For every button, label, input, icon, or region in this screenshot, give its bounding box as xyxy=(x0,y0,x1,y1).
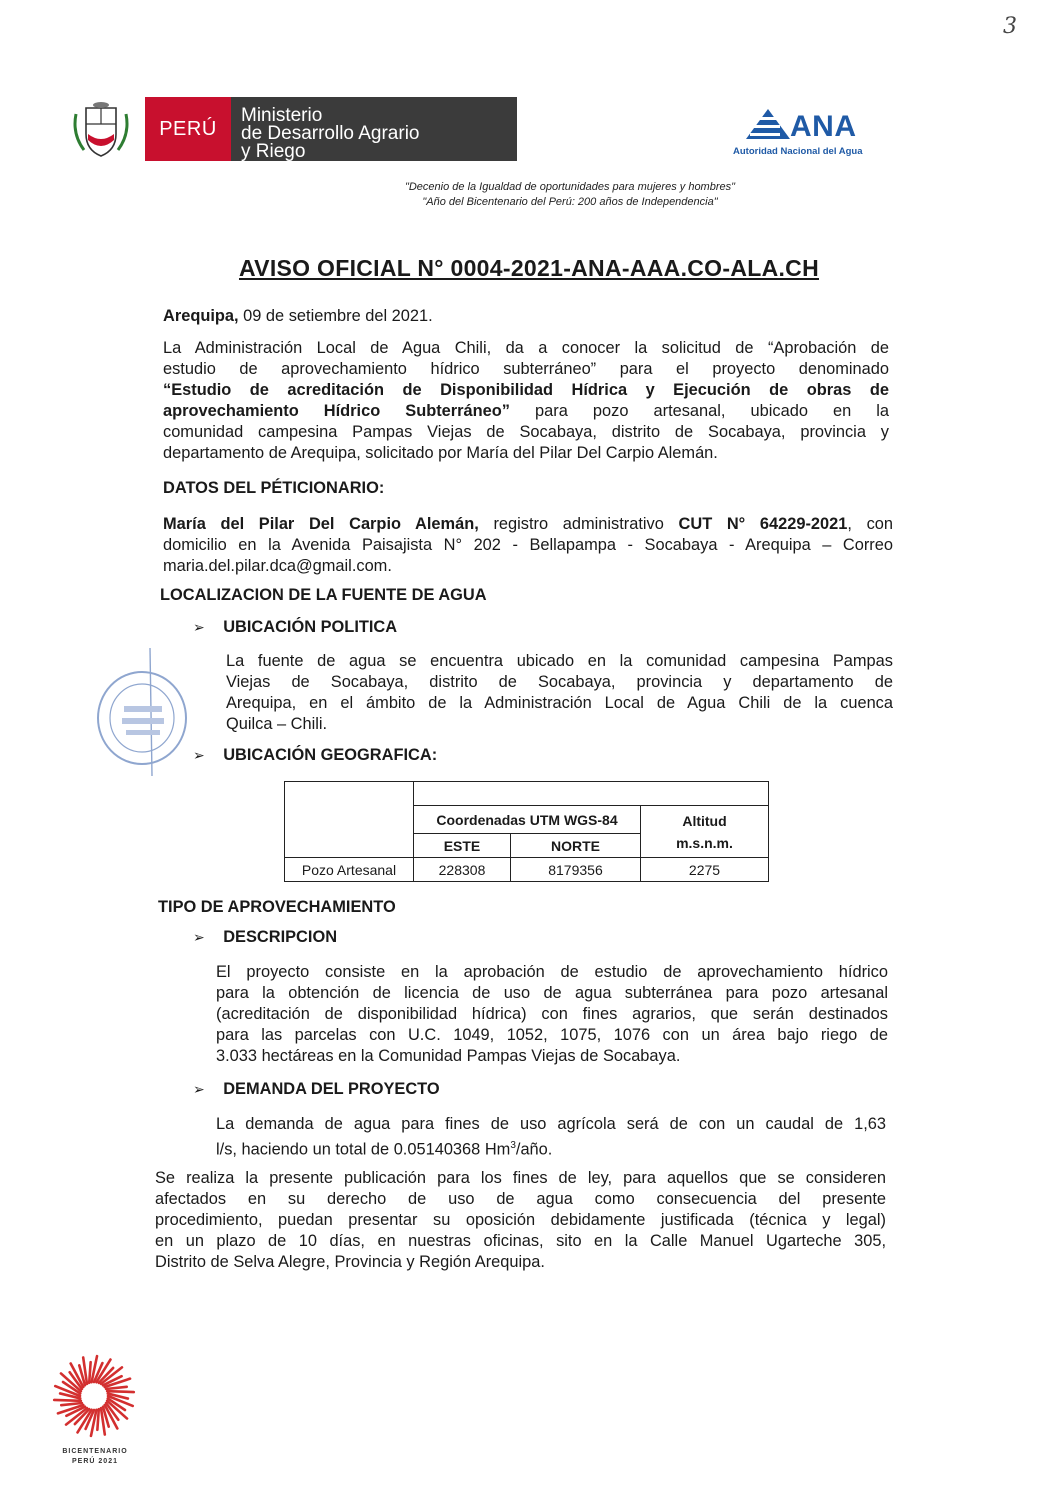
arrow-bullet-icon: ➢ xyxy=(193,747,205,763)
ana-logo-subtitle: Autoridad Nacional del Agua xyxy=(733,146,863,157)
coordinates-table xyxy=(284,781,769,882)
ministry-label-box xyxy=(231,97,517,161)
motto-line-2: "Año del Bicentenario del Perú: 200 años de Independencia" xyxy=(422,196,718,208)
petitioner-line xyxy=(163,514,893,535)
date-line xyxy=(163,306,433,327)
intro-line: “Estudio de acreditación de Disponibilidad Hídrica y Ejecución de obras de xyxy=(163,381,889,399)
description-line: para la obtención de licencia de uso de agua subterránea para pozo artesanal xyxy=(216,984,888,1002)
table-row xyxy=(285,858,769,882)
demand-line-part-b: /año. xyxy=(515,1140,553,1159)
intro-line-rest: para pozo artesanal, ubicado en la xyxy=(510,402,890,420)
peru-label-box: PERÚ xyxy=(145,97,231,161)
logo-ray xyxy=(61,1403,82,1405)
demand-line-part-a: l/s, haciendo un total de 0.05140368 Hm xyxy=(216,1140,511,1159)
demand-heading-row xyxy=(193,1080,440,1099)
logo-ray xyxy=(54,1400,81,1401)
intro-line xyxy=(163,401,889,422)
description-line: El proyecto consiste en la aprobación de estudio de aprovechamiento hídrico xyxy=(216,963,888,981)
closing-line: Distrito de Selva Alegre, Provincia y Región Arequipa. xyxy=(155,1253,545,1271)
logo-ray xyxy=(106,1387,127,1389)
arrow-bullet-icon: ➢ xyxy=(193,929,205,945)
description-heading: DESCRIPCION xyxy=(223,928,338,946)
intro-line: departamento de Arequipa, solicitado por María del Pilar Del Carpio Alemán. xyxy=(163,444,718,462)
description-line: (acreditación de disponibilidad hídrica) con fines agrarios, que serán destinados xyxy=(216,1005,888,1023)
petitioner-paragraph xyxy=(163,514,893,577)
norte-header: NORTE xyxy=(511,834,641,858)
este-value: 228308 xyxy=(414,858,511,882)
demand-heading: DEMANDA DEL PROYECTO xyxy=(223,1080,440,1098)
petitioner-email: maria.del.pilar.dca@gmail.com. xyxy=(163,557,392,575)
closing-line: procedimiento, puedan presentar su oposición debidamente justificada (técnica y legal) xyxy=(155,1211,886,1229)
description-heading-row xyxy=(193,928,337,947)
description-line: para las parcelas con U.C. 1049, 1052, 1075, 1076 con un área bajo riego de xyxy=(216,1026,888,1044)
altitude-header xyxy=(641,806,769,858)
ministry-line-1: Ministerio xyxy=(241,105,323,126)
use-type-heading: TIPO DE APROVECHAMIENTO xyxy=(158,898,396,916)
motto-line-1: "Decenio de la Igualdad de oportunidades para mujeres y hombres" xyxy=(404,181,736,193)
political-paragraph xyxy=(226,651,893,735)
altitude-value: 2275 xyxy=(641,858,769,882)
arrow-bullet-icon: ➢ xyxy=(193,619,205,635)
altitude-header-line-1: Altitud xyxy=(682,812,727,829)
political-line: La fuente de agua se encuentra ubicado en la comunidad campesina Pampas xyxy=(226,652,893,670)
table-spacer-row xyxy=(285,782,769,806)
ministry-line-2: de Desarrollo Agrario xyxy=(241,123,420,144)
location-heading: LOCALIZACION DE LA FUENTE DE AGUA xyxy=(160,586,487,604)
peru-coat-of-arms-icon xyxy=(70,100,132,162)
petitioner-after-cut: , con xyxy=(847,515,893,533)
table-corner-cell xyxy=(285,782,414,858)
intro-line: estudio de aprovechamiento hídrico subterráneo” para el proyecto denominado xyxy=(163,360,889,378)
logo-ray xyxy=(107,1391,134,1392)
demand-paragraph xyxy=(216,1114,886,1160)
description-line: 3.033 hectáreas en la Comunidad Pampas Viejas de Socabaya. xyxy=(216,1047,681,1065)
intro-line: La Administración Local de Agua Chili, da a conocer la solicitud de “Aprobación de xyxy=(163,339,889,357)
closing-line: en un plazo de 10 días, en nuestras oficinas, sito en la Calle Manuel Ugarteche 305, xyxy=(155,1232,886,1250)
date-city: Arequipa, xyxy=(163,307,239,325)
closing-line: Se realiza la presente publicación para los fines de ley, para aquellos que se consideren xyxy=(155,1169,886,1187)
geo-heading: UBICACIÓN GEOGRAFICA: xyxy=(223,746,438,764)
page-number: 3 xyxy=(1003,14,1017,39)
coords-header: Coordenadas UTM WGS-84 xyxy=(414,806,641,834)
political-heading-row xyxy=(193,618,397,637)
intro-paragraph xyxy=(163,338,889,464)
date-rest: 09 de setiembre del 2021. xyxy=(238,307,433,325)
logo-ray xyxy=(97,1409,98,1430)
row-label: Pozo Artesanal xyxy=(285,858,414,882)
arrow-bullet-icon: ➢ xyxy=(193,1081,205,1097)
norte-value: 8179356 xyxy=(511,858,641,882)
ministry-line-3: y Riego xyxy=(241,141,306,162)
table-blank-cell xyxy=(414,782,769,806)
bicentenario-logo-icon xyxy=(44,1346,144,1446)
closing-line: afectados en su derecho de uso de agua como consecuencia del presente xyxy=(155,1190,886,1208)
demand-superscript: 3 xyxy=(510,1140,516,1151)
political-heading: UBICACIÓN POLITICA xyxy=(223,618,398,636)
bicentenario-text-1: BICENTENARIO xyxy=(62,1448,128,1455)
petitioner-name: María del Pilar Del Carpio Alemán, xyxy=(163,515,479,533)
political-line: Arequipa, en el ámbito de la Administración Local de Agua Chili de la cuenca xyxy=(226,694,893,712)
petitioner-registry: registro administrativo xyxy=(478,515,679,533)
political-line: Quilca – Chili. xyxy=(226,715,328,733)
demand-line xyxy=(216,1135,886,1160)
notice-title: AVISO OFICIAL N° 0004-2021-ANA-AAA.CO-ALA.CH xyxy=(238,255,819,281)
demand-line: La demanda de agua para fines de uso agrícola será de con un caudal de 1,63 xyxy=(216,1115,886,1133)
petitioner-heading: DATOS DEL PÉTICIONARIO: xyxy=(163,479,385,497)
bicentenario-text-2: PERÚ 2021 xyxy=(72,1458,118,1465)
official-stamp-icon xyxy=(90,648,200,778)
geo-heading-row xyxy=(193,746,437,765)
petitioner-line: domicilio en la Avenida Paisajista N° 202 - Bellapampa - Socabaya - Arequipa – Correo xyxy=(163,536,893,554)
petitioner-cut: CUT N° 64229-2021 xyxy=(678,515,848,533)
logo-ray xyxy=(89,1362,90,1383)
political-line: Viejas de Socabaya, distrito de Socabaya, provincia y departamento de xyxy=(226,673,893,691)
intro-project-name: aprovechamiento Hídrico Subterráneo” xyxy=(163,402,511,420)
este-header: ESTE xyxy=(414,834,511,858)
closing-paragraph xyxy=(155,1168,886,1273)
ana-logo-text: ANA xyxy=(790,110,857,143)
altitude-header-line-2: m.s.n.m. xyxy=(676,834,733,851)
intro-line: comunidad campesina Pampas Viejas de Socabaya, distrito de Socabaya, provincia y xyxy=(163,423,889,441)
description-paragraph xyxy=(216,962,888,1067)
